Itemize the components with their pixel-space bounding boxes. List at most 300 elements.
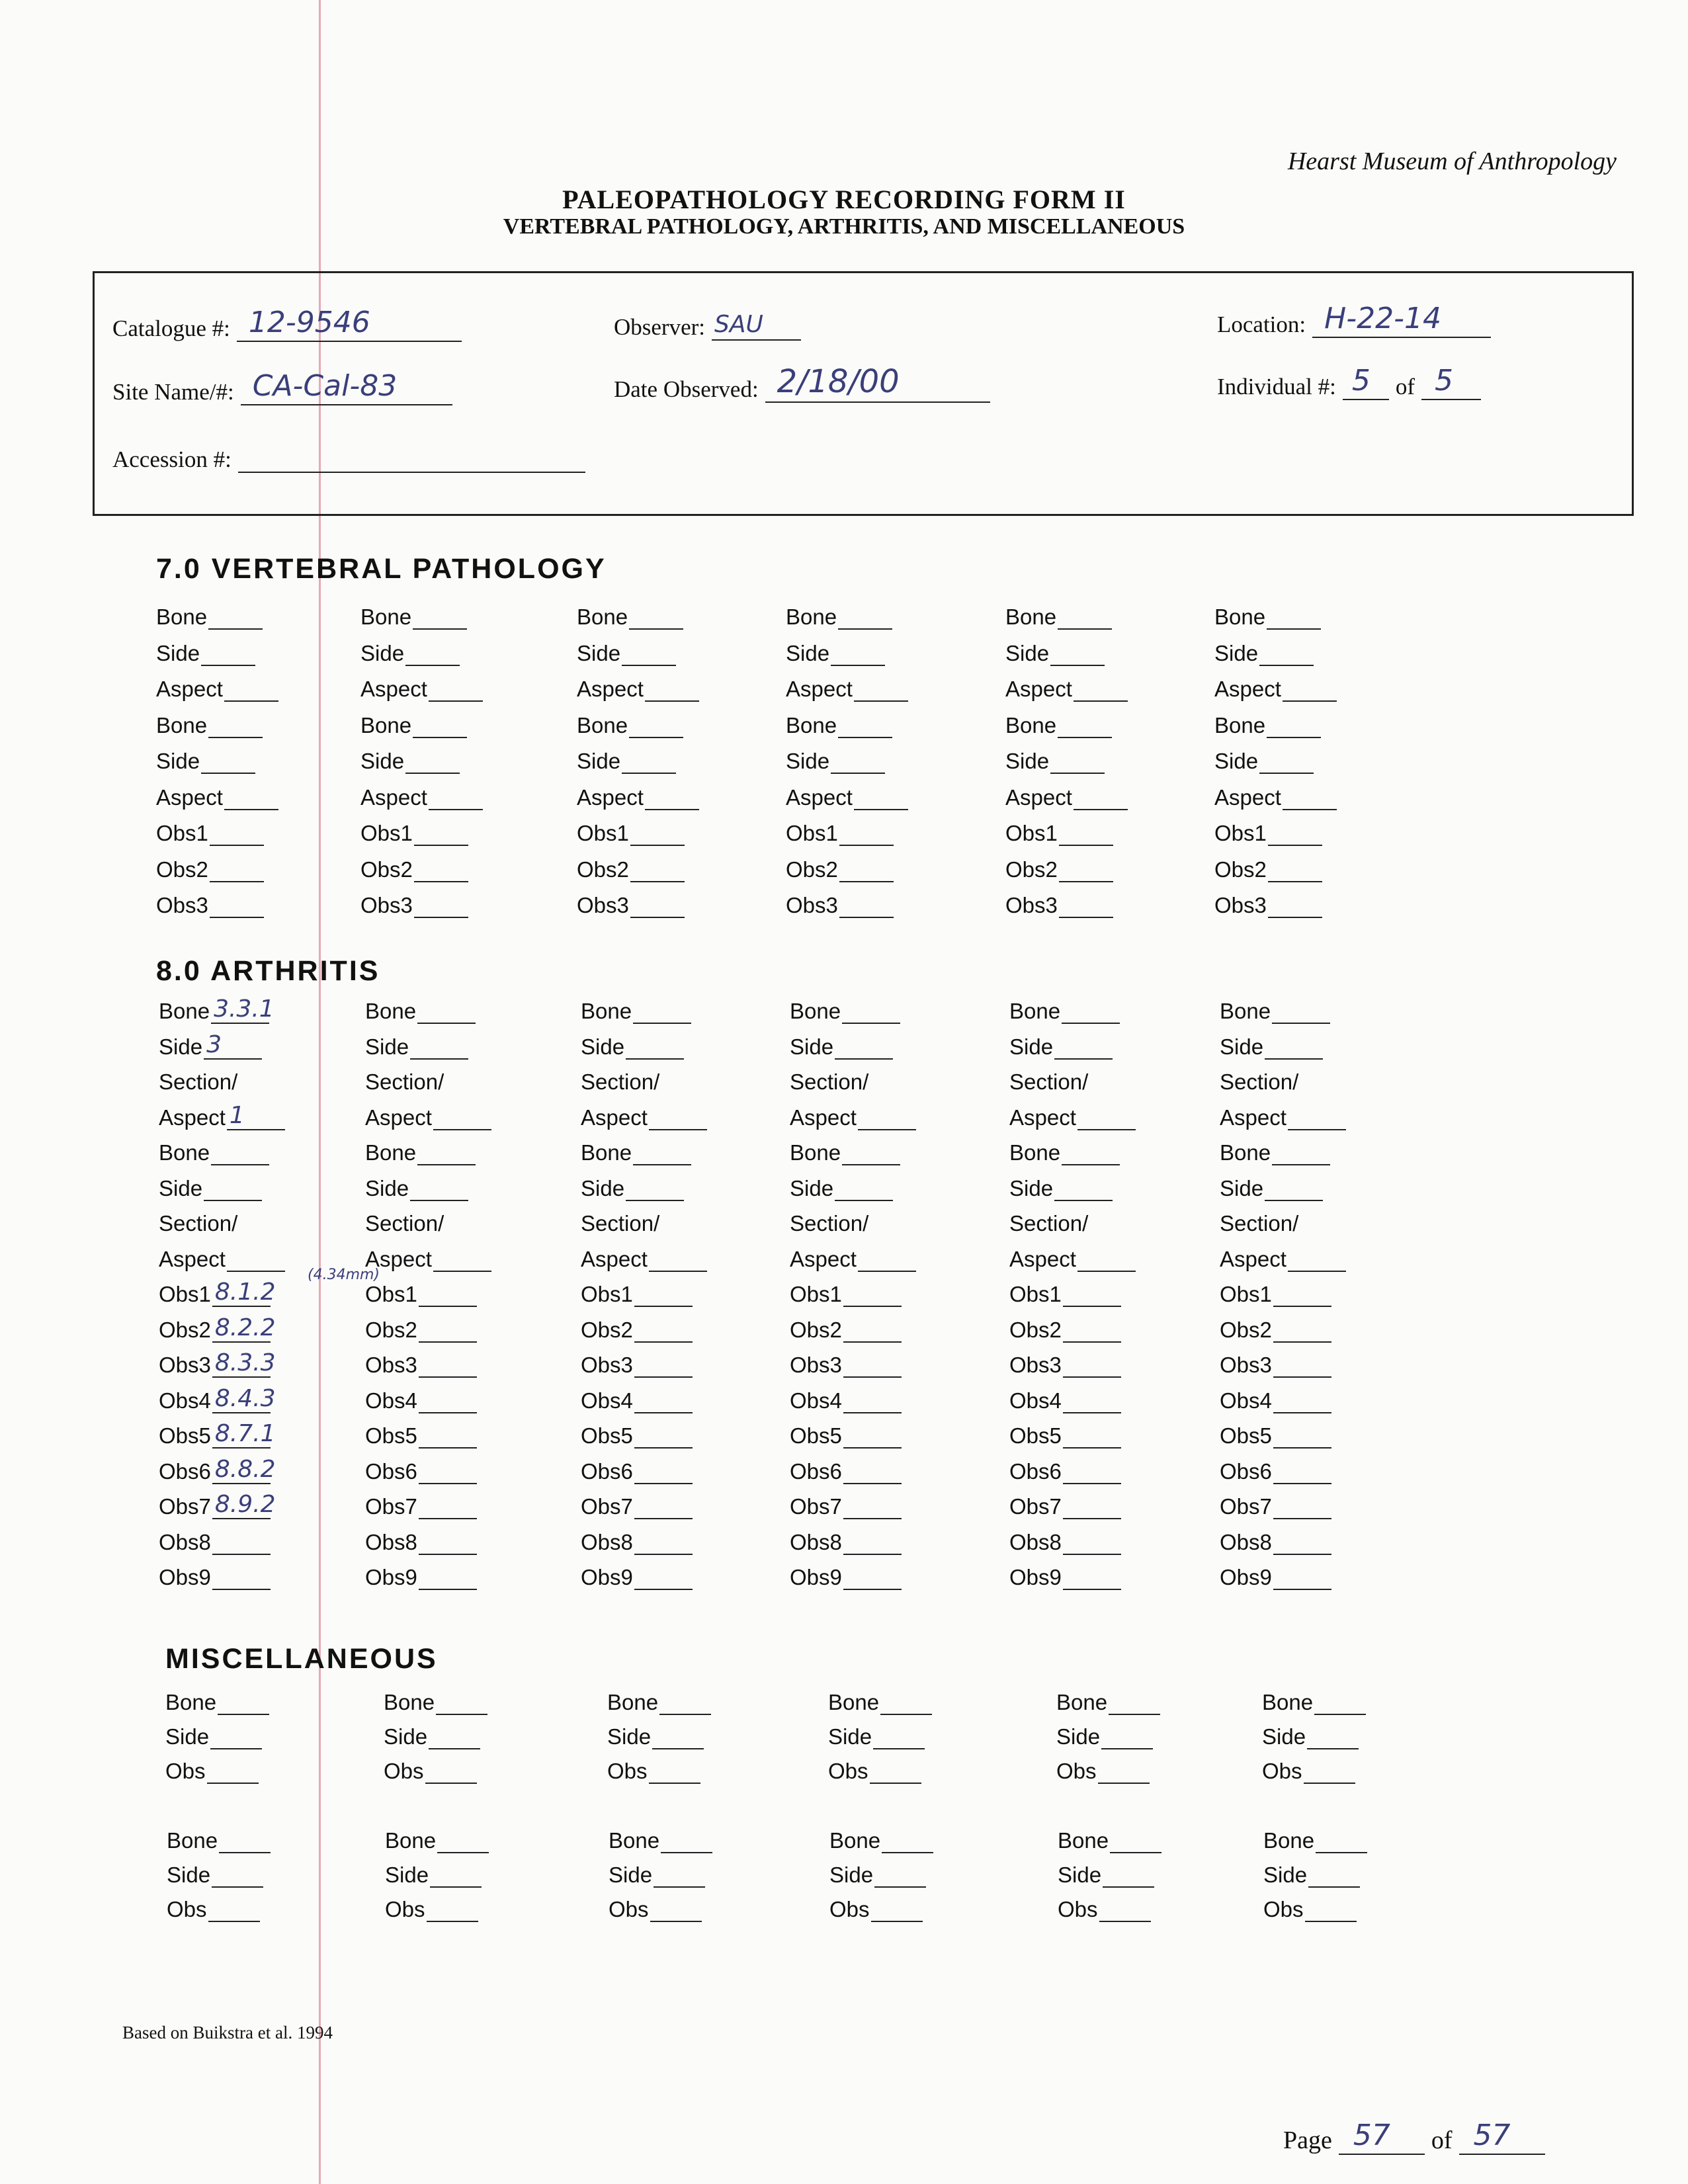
arthritis-field-obs3-11[interactable]: [1220, 1353, 1331, 1378]
answer-line[interactable]: [414, 897, 468, 918]
answer-line[interactable]: [1304, 1763, 1355, 1784]
arthritis-field-obs1-9[interactable]: [1009, 1282, 1121, 1307]
answer-line[interactable]: [210, 897, 264, 918]
answer-line[interactable]: [437, 1832, 489, 1853]
answer-line[interactable]: [835, 1038, 893, 1060]
answer-line[interactable]: [419, 1357, 477, 1378]
vertebral-field-aspect-3[interactable]: [786, 677, 908, 702]
arthritis-field-side-6[interactable]: [159, 1176, 262, 1201]
misc-field-side-2[interactable]: [609, 1863, 705, 1888]
answer-line[interactable]: [649, 1763, 700, 1784]
vertebral-field-side-5[interactable]: [577, 749, 676, 774]
vertebral-field-bone-4[interactable]: [360, 713, 467, 738]
answer-line[interactable]: [413, 717, 467, 738]
answer-line[interactable]: [652, 1728, 704, 1749]
answer-line[interactable]: [224, 789, 278, 810]
answer-line[interactable]: [211, 995, 274, 1024]
arthritis-field-side-2[interactable]: [790, 1034, 893, 1060]
arthritis-field-bone-5[interactable]: [581, 1140, 691, 1165]
arthritis-field-section-3[interactable]: [1220, 1070, 1298, 1095]
misc-field-side-2[interactable]: [384, 1724, 480, 1749]
vertebral-field-obs2-8[interactable]: [577, 857, 685, 882]
arthritis-field-obs2-10[interactable]: [581, 1318, 693, 1343]
arthritis-field-bone-1[interactable]: [1220, 999, 1330, 1024]
answer-line[interactable]: [626, 1180, 684, 1201]
answer-line[interactable]: [208, 1901, 260, 1922]
answer-line[interactable]: [210, 1728, 262, 1749]
answer-line[interactable]: [208, 609, 263, 630]
answer-line[interactable]: [1099, 1901, 1151, 1922]
answer-line[interactable]: [831, 753, 885, 774]
answer-line[interactable]: [1063, 1534, 1121, 1555]
answer-line[interactable]: [1063, 1357, 1121, 1378]
answer-line[interactable]: [634, 1427, 693, 1449]
answer-line[interactable]: [429, 1728, 480, 1749]
arthritis-field-section-3[interactable]: [159, 1070, 237, 1095]
answer-line[interactable]: [1283, 789, 1337, 810]
vertebral-field-obs3-9[interactable]: [786, 893, 894, 918]
answer-line[interactable]: [212, 1455, 276, 1484]
answer-line[interactable]: [1059, 897, 1113, 918]
arthritis-field-side-2[interactable]: [1220, 1034, 1323, 1060]
answer-line[interactable]: [419, 1569, 477, 1590]
arthritis-field-obs9-17[interactable]: [581, 1565, 693, 1590]
answer-line[interactable]: [831, 645, 885, 666]
answer-line[interactable]: [1273, 1322, 1331, 1343]
misc-field-bone-1[interactable]: [609, 1828, 712, 1853]
vertebral-field-bone-4[interactable]: [156, 713, 263, 738]
arthritis-field-section-3[interactable]: [365, 1070, 444, 1095]
answer-line[interactable]: [1268, 861, 1322, 882]
arthritis-field-obs3-11[interactable]: [365, 1353, 477, 1378]
arthritis-field-obs2-10[interactable]: [1220, 1318, 1331, 1343]
arthritis-field-bone-5[interactable]: [1220, 1140, 1330, 1165]
arthritis-field-obs6-14[interactable]: [581, 1459, 693, 1484]
arthritis-field-obs2-10[interactable]: [1009, 1318, 1121, 1343]
vertebral-field-bone-4[interactable]: [1214, 713, 1321, 738]
vertebral-field-obs3-9[interactable]: [1005, 893, 1113, 918]
answer-line[interactable]: [634, 1286, 693, 1307]
answer-line[interactable]: [1268, 825, 1322, 846]
answer-line[interactable]: [854, 681, 908, 702]
vertebral-field-side-2[interactable]: [577, 641, 676, 666]
arthritis-field-bone-5[interactable]: [159, 1140, 269, 1165]
answer-line[interactable]: [630, 897, 685, 918]
arthritis-field-obs9-17[interactable]: [159, 1565, 271, 1590]
answer-line[interactable]: [419, 1463, 477, 1484]
arthritis-field-obs4-12[interactable]: [581, 1388, 693, 1413]
arthritis-field-bone-1[interactable]: [365, 999, 476, 1024]
misc-field-obs-3[interactable]: [607, 1759, 700, 1784]
vertebral-field-obs3-9[interactable]: [577, 893, 685, 918]
arthritis-field-obs1-9[interactable]: [365, 1282, 477, 1307]
answer-line[interactable]: [843, 1357, 902, 1378]
answer-line[interactable]: [1050, 753, 1105, 774]
misc-field-side-2[interactable]: [607, 1724, 704, 1749]
arthritis-field-obs9-17[interactable]: [790, 1565, 902, 1590]
answer-line[interactable]: [1259, 645, 1314, 666]
arthritis-field-obs8-16[interactable]: [1220, 1530, 1331, 1555]
misc-field-side-2[interactable]: [167, 1863, 263, 1888]
arthritis-field-obs4-12[interactable]: [159, 1384, 276, 1413]
answer-line[interactable]: [1054, 1038, 1113, 1060]
answer-line[interactable]: [1288, 1251, 1346, 1272]
location-field[interactable]: Location: H-22-14: [1217, 308, 1491, 338]
answer-line[interactable]: [1273, 1357, 1331, 1378]
answer-line[interactable]: [212, 1420, 276, 1449]
misc-field-side-2[interactable]: [1262, 1724, 1359, 1749]
arthritis-field-section-7[interactable]: [159, 1211, 237, 1236]
arthritis-field-obs3-11[interactable]: [1009, 1353, 1121, 1378]
arthritis-field-section-7[interactable]: [1009, 1211, 1088, 1236]
arthritis-field-obs1-9[interactable]: [159, 1279, 276, 1307]
arthritis-field-section-3[interactable]: [1009, 1070, 1088, 1095]
answer-line[interactable]: [1273, 1286, 1331, 1307]
vertebral-field-obs1-7[interactable]: [1005, 821, 1113, 846]
arthritis-field-aspect-4[interactable]: [790, 1105, 916, 1130]
arthritis-field-obs7-15[interactable]: [1009, 1494, 1121, 1519]
answer-line[interactable]: [1273, 1427, 1331, 1449]
arthritis-field-bone-1[interactable]: [1009, 999, 1120, 1024]
answer-line[interactable]: [871, 1901, 923, 1922]
answer-line[interactable]: [880, 1694, 932, 1715]
catalogue-field[interactable]: Catalogue #: 12-9546: [112, 312, 462, 342]
vertebral-field-bone-1[interactable]: [1005, 605, 1112, 630]
answer-line[interactable]: [219, 1832, 271, 1853]
misc-field-obs-3[interactable]: [384, 1759, 477, 1784]
arthritis-field-obs5-13[interactable]: [1220, 1423, 1331, 1449]
misc-field-obs-3[interactable]: [1056, 1759, 1150, 1784]
misc-field-obs-3[interactable]: [385, 1897, 478, 1922]
misc-field-side-2[interactable]: [828, 1724, 925, 1749]
vertebral-field-side-5[interactable]: [156, 749, 255, 774]
arthritis-field-bone-1[interactable]: [790, 999, 900, 1024]
vertebral-field-obs1-7[interactable]: [156, 821, 264, 846]
arthritis-field-aspect-8[interactable]: [1009, 1247, 1136, 1272]
misc-field-side-2[interactable]: [165, 1724, 262, 1749]
vertebral-field-obs2-8[interactable]: [786, 857, 894, 882]
arthritis-field-obs6-14[interactable]: [790, 1459, 902, 1484]
arthritis-field-obs1-9[interactable]: [1220, 1282, 1331, 1307]
date-field[interactable]: Date Observed: 2/18/00: [614, 372, 990, 403]
arthritis-field-obs9-17[interactable]: [1009, 1565, 1121, 1590]
answer-line[interactable]: [626, 1038, 684, 1060]
answer-line[interactable]: [659, 1694, 711, 1715]
answer-line[interactable]: [842, 1144, 900, 1165]
arthritis-field-obs3-11[interactable]: [581, 1353, 693, 1378]
answer-line[interactable]: [1062, 1144, 1120, 1165]
arthritis-field-obs7-15[interactable]: [581, 1494, 693, 1519]
answer-line[interactable]: [634, 1322, 693, 1343]
answer-line[interactable]: [858, 1109, 916, 1130]
answer-line[interactable]: [227, 1251, 285, 1272]
arthritis-field-side-2[interactable]: [159, 1030, 262, 1060]
answer-line[interactable]: [649, 1109, 707, 1130]
vertebral-field-bone-4[interactable]: [786, 713, 892, 738]
arthritis-field-aspect-4[interactable]: [1220, 1105, 1346, 1130]
vertebral-field-obs1-7[interactable]: [1214, 821, 1322, 846]
answer-line[interactable]: [211, 1144, 269, 1165]
answer-line[interactable]: [429, 681, 483, 702]
arthritis-field-bone-1[interactable]: [581, 999, 691, 1024]
misc-field-bone-1[interactable]: [829, 1828, 933, 1853]
arthritis-field-section-7[interactable]: [581, 1211, 659, 1236]
misc-field-obs-3[interactable]: [167, 1897, 260, 1922]
vertebral-field-side-2[interactable]: [786, 641, 885, 666]
misc-field-bone-1[interactable]: [1058, 1828, 1161, 1853]
observer-field[interactable]: Observer: SAU: [614, 310, 801, 341]
answer-line[interactable]: [1063, 1498, 1121, 1519]
answer-line[interactable]: [1110, 1832, 1161, 1853]
answer-line[interactable]: [212, 1569, 271, 1590]
vertebral-field-obs1-7[interactable]: [786, 821, 894, 846]
answer-line[interactable]: [419, 1427, 477, 1449]
answer-line[interactable]: [433, 1109, 491, 1130]
vertebral-field-side-5[interactable]: [1005, 749, 1105, 774]
arthritis-field-obs5-13[interactable]: [365, 1423, 477, 1449]
vertebral-field-bone-1[interactable]: [786, 605, 892, 630]
answer-line[interactable]: [629, 609, 683, 630]
answer-line[interactable]: [633, 1144, 691, 1165]
answer-line[interactable]: [1272, 1003, 1330, 1024]
misc-field-side-2[interactable]: [1056, 1724, 1153, 1749]
arthritis-field-obs6-14[interactable]: [365, 1459, 477, 1484]
misc-field-obs-3[interactable]: [829, 1897, 923, 1922]
answer-line[interactable]: [414, 861, 468, 882]
misc-field-side-2[interactable]: [1263, 1863, 1360, 1888]
arthritis-field-side-6[interactable]: [581, 1176, 684, 1201]
answer-line[interactable]: [1062, 1003, 1120, 1024]
answer-line[interactable]: [1074, 789, 1128, 810]
arthritis-field-aspect-4[interactable]: [581, 1105, 707, 1130]
arthritis-field-side-2[interactable]: [1009, 1034, 1113, 1060]
answer-line[interactable]: [838, 717, 892, 738]
arthritis-field-obs2-10[interactable]: [790, 1318, 902, 1343]
answer-line[interactable]: [410, 1180, 468, 1201]
arthritis-field-obs4-12[interactable]: [790, 1388, 902, 1413]
arthritis-field-obs5-13[interactable]: [159, 1420, 276, 1449]
arthritis-field-obs6-14[interactable]: [159, 1455, 276, 1484]
answer-line[interactable]: [419, 1392, 477, 1413]
answer-line[interactable]: [1314, 1694, 1366, 1715]
answer-line[interactable]: [1273, 1392, 1331, 1413]
individual-field[interactable]: Individual #: 5 of 5: [1217, 370, 1481, 400]
arthritis-field-section-3[interactable]: [790, 1070, 868, 1095]
misc-field-side-2[interactable]: [829, 1863, 926, 1888]
answer-line[interactable]: [882, 1832, 933, 1853]
vertebral-field-bone-1[interactable]: [1214, 605, 1321, 630]
vertebral-field-side-5[interactable]: [360, 749, 460, 774]
arthritis-field-aspect-8[interactable]: [159, 1247, 285, 1272]
answer-line[interactable]: [1259, 753, 1314, 774]
answer-line[interactable]: [218, 1694, 269, 1715]
answer-line[interactable]: [634, 1392, 693, 1413]
answer-line[interactable]: [212, 1279, 276, 1307]
answer-line[interactable]: [835, 1180, 893, 1201]
answer-line[interactable]: [201, 645, 255, 666]
arthritis-field-side-6[interactable]: [365, 1176, 468, 1201]
answer-line[interactable]: [843, 1427, 902, 1449]
answer-line[interactable]: [1272, 1144, 1330, 1165]
arthritis-field-aspect-4[interactable]: [365, 1105, 491, 1130]
answer-line[interactable]: [1077, 1251, 1136, 1272]
answer-line[interactable]: [1063, 1427, 1121, 1449]
vertebral-field-aspect-6[interactable]: [156, 785, 278, 810]
vertebral-field-side-5[interactable]: [1214, 749, 1314, 774]
arthritis-field-obs8-16[interactable]: [581, 1530, 693, 1555]
arthritis-field-obs2-10[interactable]: [159, 1314, 276, 1343]
answer-line[interactable]: [634, 1463, 693, 1484]
arthritis-field-obs7-15[interactable]: [790, 1494, 902, 1519]
answer-line[interactable]: [630, 861, 685, 882]
misc-field-bone-1[interactable]: [385, 1828, 489, 1853]
answer-line[interactable]: [1077, 1109, 1136, 1130]
vertebral-field-obs2-8[interactable]: [1005, 857, 1113, 882]
answer-line[interactable]: [634, 1357, 693, 1378]
answer-line[interactable]: [1305, 1901, 1357, 1922]
misc-field-obs-3[interactable]: [828, 1759, 921, 1784]
answer-line[interactable]: [1265, 1038, 1323, 1060]
arthritis-field-aspect-4[interactable]: [1009, 1105, 1136, 1130]
answer-line[interactable]: [204, 1180, 262, 1201]
arthritis-field-obs6-14[interactable]: [1009, 1459, 1121, 1484]
vertebral-field-side-2[interactable]: [156, 641, 255, 666]
vertebral-field-aspect-3[interactable]: [360, 677, 483, 702]
answer-line[interactable]: [1050, 645, 1105, 666]
answer-line[interactable]: [873, 1728, 925, 1749]
answer-line[interactable]: [654, 1867, 705, 1888]
arthritis-field-obs3-11[interactable]: [790, 1353, 902, 1378]
answer-line[interactable]: [425, 1763, 477, 1784]
answer-line[interactable]: [1063, 1322, 1121, 1343]
arthritis-field-obs4-12[interactable]: [1220, 1388, 1331, 1413]
vertebral-field-side-2[interactable]: [1214, 641, 1314, 666]
answer-line[interactable]: [645, 789, 699, 810]
answer-line[interactable]: [419, 1534, 477, 1555]
answer-line[interactable]: [858, 1251, 916, 1272]
vertebral-field-aspect-6[interactable]: [786, 785, 908, 810]
vertebral-field-bone-1[interactable]: [156, 605, 263, 630]
arthritis-field-obs1-9[interactable]: [581, 1282, 693, 1307]
arthritis-field-section-7[interactable]: [790, 1211, 868, 1236]
misc-field-bone-1[interactable]: [607, 1690, 711, 1715]
vertebral-field-side-2[interactable]: [1005, 641, 1105, 666]
answer-line[interactable]: [1268, 897, 1322, 918]
answer-line[interactable]: [839, 825, 894, 846]
answer-line[interactable]: [1273, 1463, 1331, 1484]
answer-line[interactable]: [204, 1030, 262, 1060]
misc-field-bone-1[interactable]: [828, 1690, 932, 1715]
vertebral-field-obs3-9[interactable]: [156, 893, 264, 918]
answer-line[interactable]: [645, 681, 699, 702]
answer-line[interactable]: [843, 1534, 902, 1555]
vertebral-field-obs1-7[interactable]: [577, 821, 685, 846]
arthritis-field-obs5-13[interactable]: [790, 1423, 902, 1449]
answer-line[interactable]: [427, 1901, 478, 1922]
arthritis-field-section-3[interactable]: [581, 1070, 659, 1095]
answer-line[interactable]: [649, 1251, 707, 1272]
arthritis-field-obs4-12[interactable]: [1009, 1388, 1121, 1413]
site-field[interactable]: Site Name/#: CA-Cal-83: [112, 375, 452, 405]
answer-line[interactable]: [405, 753, 460, 774]
answer-line[interactable]: [429, 789, 483, 810]
arthritis-field-obs6-14[interactable]: [1220, 1459, 1331, 1484]
answer-line[interactable]: [1063, 1463, 1121, 1484]
answer-line[interactable]: [201, 753, 255, 774]
arthritis-field-aspect-8[interactable]: [581, 1247, 707, 1272]
arthritis-field-aspect-4[interactable]: [159, 1101, 285, 1130]
answer-line[interactable]: [212, 1314, 276, 1343]
arthritis-field-obs7-15[interactable]: [159, 1491, 276, 1519]
arthritis-field-obs1-9[interactable]: [790, 1282, 902, 1307]
answer-line[interactable]: [843, 1498, 902, 1519]
answer-line[interactable]: [1273, 1569, 1331, 1590]
misc-field-bone-1[interactable]: [1056, 1690, 1160, 1715]
answer-line[interactable]: [1059, 861, 1113, 882]
answer-line[interactable]: [210, 825, 264, 846]
misc-field-bone-1[interactable]: [1263, 1828, 1367, 1853]
vertebral-field-bone-1[interactable]: [577, 605, 683, 630]
answer-line[interactable]: [1288, 1109, 1346, 1130]
arthritis-field-obs2-10[interactable]: [365, 1318, 477, 1343]
answer-line[interactable]: [839, 897, 894, 918]
vertebral-field-obs3-9[interactable]: [360, 893, 468, 918]
answer-line[interactable]: [207, 1763, 259, 1784]
answer-line[interactable]: [227, 1101, 285, 1130]
answer-line[interactable]: [1273, 1498, 1331, 1519]
answer-line[interactable]: [1058, 717, 1112, 738]
answer-line[interactable]: [1063, 1569, 1121, 1590]
arthritis-field-bone-5[interactable]: [790, 1140, 900, 1165]
arthritis-field-bone-1[interactable]: [159, 995, 274, 1024]
answer-line[interactable]: [843, 1569, 902, 1590]
arthritis-field-obs9-17[interactable]: [365, 1565, 477, 1590]
arthritis-field-side-6[interactable]: [790, 1176, 893, 1201]
answer-line[interactable]: [1063, 1392, 1121, 1413]
answer-line[interactable]: [1101, 1728, 1153, 1749]
answer-line[interactable]: [212, 1384, 276, 1413]
answer-line[interactable]: [414, 825, 468, 846]
misc-field-side-2[interactable]: [1058, 1863, 1154, 1888]
answer-line[interactable]: [405, 645, 460, 666]
answer-line[interactable]: [419, 1322, 477, 1343]
answer-line[interactable]: [634, 1569, 693, 1590]
vertebral-field-side-5[interactable]: [786, 749, 885, 774]
vertebral-field-obs2-8[interactable]: [360, 857, 468, 882]
arthritis-field-obs4-12[interactable]: [365, 1388, 477, 1413]
answer-line[interactable]: [212, 1491, 276, 1519]
arthritis-field-side-2[interactable]: [365, 1034, 468, 1060]
answer-line[interactable]: [1059, 825, 1113, 846]
vertebral-field-aspect-3[interactable]: [577, 677, 699, 702]
answer-line[interactable]: [843, 1463, 902, 1484]
arthritis-field-obs7-15[interactable]: [1220, 1494, 1331, 1519]
answer-line[interactable]: [1308, 1867, 1360, 1888]
arthritis-field-obs5-13[interactable]: [581, 1423, 693, 1449]
arthritis-field-side-6[interactable]: [1220, 1176, 1323, 1201]
answer-line[interactable]: [1267, 717, 1321, 738]
arthritis-field-aspect-8[interactable]: [365, 1247, 491, 1272]
vertebral-field-aspect-3[interactable]: [1214, 677, 1337, 702]
answer-line[interactable]: [210, 861, 264, 882]
answer-line[interactable]: [622, 645, 676, 666]
answer-line[interactable]: [212, 1867, 263, 1888]
vertebral-field-bone-4[interactable]: [1005, 713, 1112, 738]
misc-field-side-2[interactable]: [385, 1863, 482, 1888]
answer-line[interactable]: [436, 1694, 487, 1715]
answer-line[interactable]: [1109, 1694, 1160, 1715]
arthritis-field-section-7[interactable]: [365, 1211, 444, 1236]
